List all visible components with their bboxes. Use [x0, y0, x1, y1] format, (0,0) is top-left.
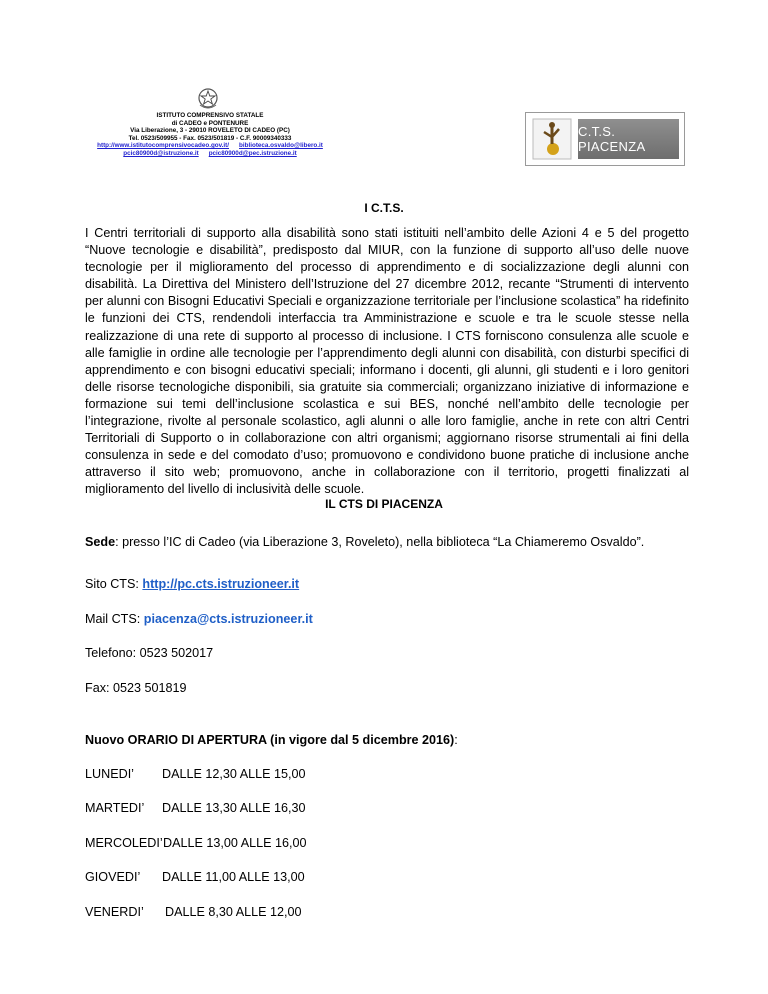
schedule-hours: DALLE 13,30 ALLE 16,30: [162, 801, 306, 815]
cts-logo-text: C.T.S. PIACENZA: [578, 119, 679, 159]
school-address: Via Liberazione, 3 - 29010 ROVELETO DI CADEO (PC): [130, 127, 290, 135]
schedule-day: MERCOLEDI’: [85, 836, 163, 850]
fax-line: Fax: 0523 501819: [85, 681, 187, 695]
mail-line: [85, 612, 313, 626]
telefono-line: Telefono: 0523 502017: [85, 646, 214, 660]
republic-emblem-icon: [196, 86, 220, 112]
school-name: ISTITUTO COMPRENSIVO STATALE: [156, 112, 264, 119]
schedule-hours: DALLE 13,00 ALLE 16,00: [163, 836, 307, 850]
schedule-hours: DALLE 8,30 ALLE 12,00: [165, 905, 302, 919]
schedule-day: LUNEDI’: [85, 767, 134, 781]
school-pec-link[interactable]: pcic80900d@pec.istruzione.it: [208, 149, 297, 157]
schedule-day: GIOVEDI’: [85, 870, 141, 884]
sito-label: Sito CTS:: [85, 577, 143, 591]
cts-figure-icon: [532, 118, 572, 160]
school-website-link[interactable]: http://www.istitutocomprensivocadeo.gov.it/: [97, 142, 230, 150]
school-header: [60, 112, 360, 158]
cts-description-paragraph: I Centri territoriali di supporto alla disabilità sono stati istituiti nell’ambito delle Azioni 4 e 5 del progetto “Nuove tecnologie e disabilità”, predisposto dal MIUR, con la funzione di supporto all’uso delle nuove tecnologie per il miglioramento del processo di apprendimento e di socializzazione degli alunni con disabilità. La Direttiva del Ministero dell’Istruzione del 27 dicembre 2012, recante “Strumenti di intervento per alunni con Bisogni Educativi Speciali e organizzazione territoriale per l’inclusione scolastica” ha ridefinito le funzioni dei CTS, rendendoli interfaccia tra Amministrazione e scuole e tra le scuole stesse nella realizzazione di una rete di supporto al processo di inclusione. I CTS forniscono consulenza alle scuole e alle famiglie in ordine alle tecnologie per l’apprendimento degli alunni con disabilità, con disturbi specifici di apprendimento e con bisogni educativi speciali; informano i docenti, gli alunni, gli studenti e i loro genitori delle risorse tecnologiche disponibili, sia gratuite sia commerciali; organizzano iniziative di informazione e formazione sui temi dell’inclusione scolastica e sui BES, nonché nell’ambito delle tecnologie per l’integrazione, rivolte al personale scolastico, agli alunni o alle loro famiglie, anche in rete con altri Centri Territoriali di Supporto o in collaborazione con altri organismi; aggiornano risorse strumentali ai fini della consulenza in sede e del comodato d’uso; promuovono e condividono buone pratiche di inclusione anche attraverso il sito web; promuovono, anche in collaborazione con il territorio, progetti finalizzati al miglioramento del livello di inclusività delle scuole.: [85, 226, 689, 497]
library-email-link[interactable]: biblioteca.osvaldo@libero.it: [239, 142, 323, 150]
schedule-day: VENERDI’: [85, 905, 144, 919]
sede-label: Sede: [85, 535, 116, 549]
mail-link[interactable]: piacenza@cts.istruzioneer.it: [143, 612, 313, 626]
orario-title-line: [85, 733, 458, 747]
sede-line: [85, 535, 644, 549]
schedule-hours: DALLE 11,00 ALLE 13,00: [162, 870, 305, 884]
sito-line: [85, 577, 299, 591]
section-title-cts-piacenza: IL CTS DI PIACENZA: [325, 497, 443, 511]
section-title-cts: I C.T.S.: [364, 201, 404, 215]
orario-title: Nuovo ORARIO DI APERTURA (in vigore dal 5 dicembre 2016): [85, 733, 455, 747]
sede-text: : presso l’IC di Cadeo (via Liberazione 3, Roveleto), nella biblioteca “La Chiameremo Osvaldo”.: [115, 535, 645, 549]
orario-colon: :: [454, 733, 458, 747]
mail-label: Mail CTS:: [85, 612, 144, 626]
cts-logo: [525, 112, 685, 166]
school-email-link[interactable]: pcic80900d@istruzione.it: [123, 149, 199, 157]
school-contacts: Tel. 0523/509955 - Fax. 0523/501819 - C.F. 90009340333: [128, 134, 292, 142]
school-subtitle: di CADEO e PONTENURE: [171, 119, 249, 127]
sito-link[interactable]: http://pc.cts.istruzioneer.it: [142, 577, 300, 591]
schedule-day: MARTEDI’: [85, 801, 145, 815]
schedule-hours: DALLE 12,30 ALLE 15,00: [162, 767, 306, 781]
